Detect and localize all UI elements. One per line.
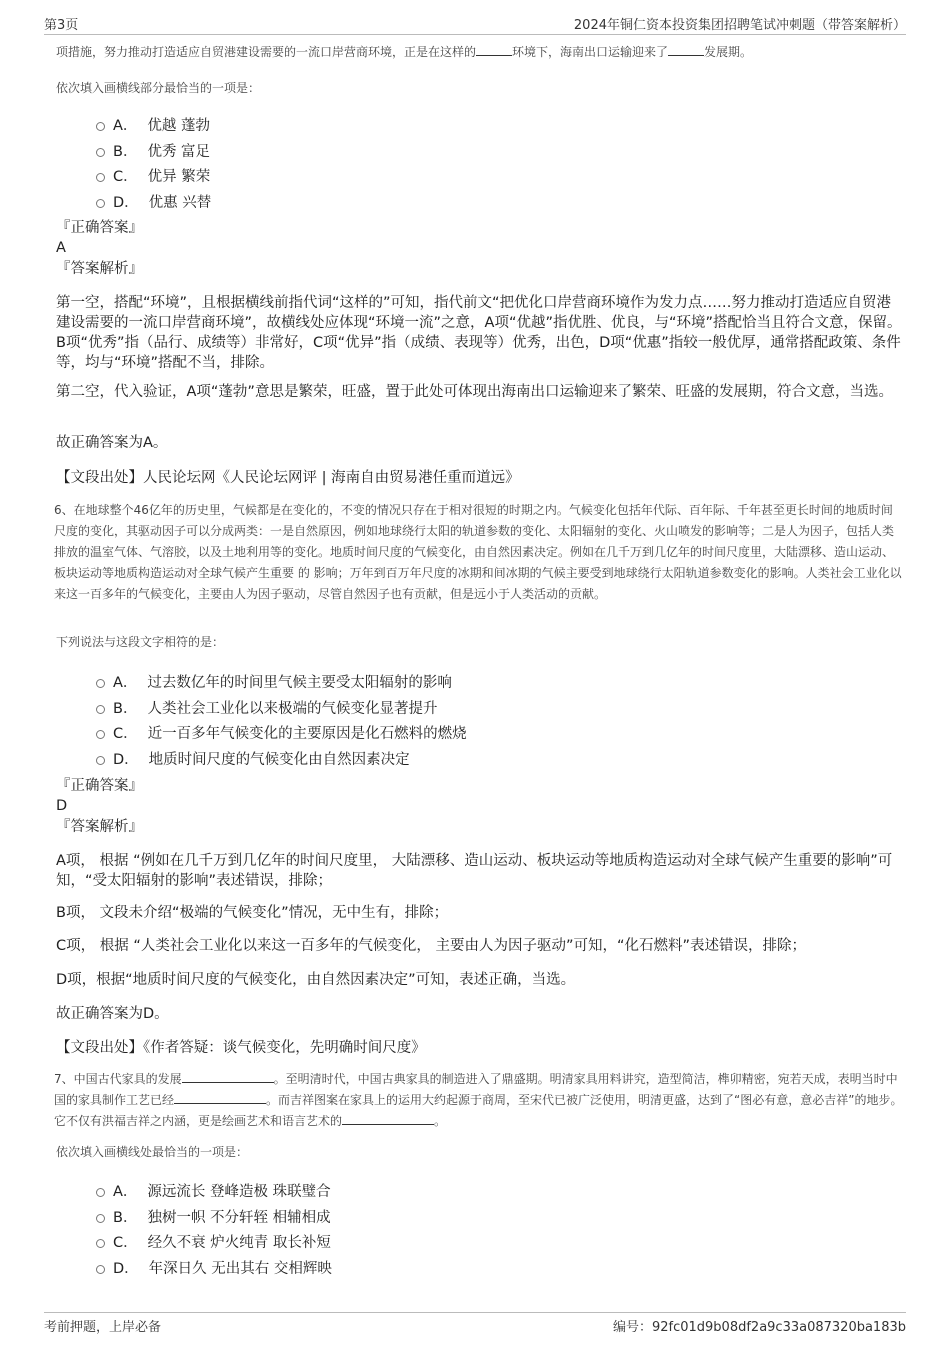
q5-stem-continuation (56, 42, 752, 63)
q5-analysis-paragraph: 第二空，代入验证，A项“蓬勃”意思是繁荣，旺盛，置于此处可体现出海南出口运输迎来了繁荣、旺盛的发展期，符合文意，当选。 (56, 384, 893, 400)
q6-options (96, 669, 467, 771)
radio-icon[interactable] (96, 122, 105, 131)
q5-analysis-paragraph: 第一空，搭配“环境”，且根据横线前指代词“这样的”可知，指代前文“把优化口岸营商环境作为发力点……努力推动打造适应自贸港建设需要的一流口岸营商环境”，故横线处应体现“环境一流”之意，A项“优越”指优胜、优良，与“环境”搭配恰当且符合文意，保留。B项“优秀”指（品行、成绩等）非常好，C项“优异”指（成绩、表现等）优秀，出色，D项“优惠”指较一般优厚，通常搭配政策、条件等，均与“环境”搭配不当，排除。 (56, 295, 902, 371)
option-text: 人类社会工业化以来极端的气候变化显著提升 (147, 700, 438, 717)
option-text: 优越 蓬勃 (147, 118, 211, 135)
option-text: 独树一帜 不分轩轾 相辅相成 (147, 1209, 331, 1226)
footer-slogan: 考前押题，上岸必备 (44, 1319, 162, 1335)
q6-analysis-paragraph: C项， 根据 “人类社会工业化以来这一百多年的气候变化， 主要由人为因子驱动”可知，“化石燃料”表述错误，排除； (56, 938, 806, 954)
option-text: 优秀 富足 (147, 143, 211, 160)
blank-line (342, 1112, 434, 1125)
option-text: 年深日久 无出其右 交相辉映 (148, 1260, 332, 1277)
q7-stem-part: 。而吉祥图案在家具上的运用大约起源于商周，至宋代已被广泛使用，明清更盛，达到了“图必有意，意必吉祥”的地步。它不仅有洪福吉祥之内涵，更是绘画艺术和语言艺术的 (54, 1093, 903, 1128)
option-a[interactable] (96, 1178, 332, 1204)
page-header (44, 14, 906, 35)
radio-icon[interactable] (96, 679, 105, 688)
q5-options (96, 112, 211, 214)
q6-analysis-paragraph: B项， 文段未介绍“极端的气候变化”情况，无中生有，排除； (56, 905, 449, 921)
option-c[interactable] (96, 163, 211, 189)
document-id: 编号：92fc01d9b08df2a9c33a087320ba183b (612, 1319, 906, 1335)
option-c[interactable] (96, 720, 467, 746)
option-a[interactable] (96, 669, 467, 695)
radio-icon[interactable] (96, 148, 105, 157)
option-text: 优异 繁荣 (147, 169, 211, 186)
option-letter: B． (113, 700, 138, 717)
page-footer (44, 1312, 906, 1335)
q6-source: 【文段出处】《作者答疑：谈气候变化，先明确时间尺度》 (56, 1040, 426, 1056)
blank-line (476, 43, 512, 56)
option-letter: A． (113, 675, 138, 692)
option-d[interactable] (96, 746, 467, 772)
q6-answer: D (56, 798, 68, 814)
option-text: 源远流长 登峰造极 珠联璧合 (147, 1184, 331, 1201)
radio-icon[interactable] (96, 1239, 105, 1248)
radio-icon[interactable] (96, 1188, 105, 1197)
radio-icon[interactable] (96, 173, 105, 182)
q6-analysis-label: 『答案解析』 (56, 819, 143, 835)
q6-conclusion: 故正确答案为D。 (56, 1006, 169, 1022)
q5-stem-part: 环境下，海南出口运输迎来了 (512, 45, 669, 59)
q6-analysis-paragraph: D项，根据“地质时间尺度的气候变化，由自然因素决定”可知，表述正确，当选。 (56, 972, 576, 988)
q5-prompt: 依次填入画横线部分最恰当的一项是： (56, 81, 261, 95)
page-number: 第3页 (44, 17, 79, 33)
q7-stem-part: 。至明清时代，中国古典家具的制造进入了鼎盛期。明清家具用料讲究，造型简洁，榫卯精密，宛若天成，表明当时中国的家具制作工艺已经 (54, 1072, 898, 1107)
q6-stem: 6、在地球整个46亿年的历史里，气候都是在变化的，不变的情况只存在于相对很短的时期之内。气候变化包括年代际、百年际、千年甚至更长时间的地质时间尺度的变化，其驱动因子可以分成两类：一是自然原因，例如地球绕行太阳的轨道参数的变化、太阳辐射的变化、火山喷发的影响等；二是人为因子，包括人类排放的温室气体、气溶胶，以及土地利用等的变化。地质时间尺度的气候变化，由自然因素决定。例如在几千万到几亿年的时间尺度里，大陆漂移、造山运动、板块运动等地质构造运动对全球气候产生重要 的 影响；万年到百万年尺度的冰期和间冰期的气候主要受到地球绕行太阳轨道参数变化的影响。人类社会工业化以来这一百多年的气候变化，主要由人为因子驱动，尽管自然因子也有贡献，但是远小于人类活动的贡献。 (54, 503, 902, 601)
option-b[interactable] (96, 138, 211, 164)
q5-answer: A (56, 240, 66, 256)
q5-stem-part: 发展期。 (704, 45, 753, 59)
blank-line (182, 1070, 274, 1083)
option-c[interactable] (96, 1229, 332, 1255)
option-letter: D． (113, 751, 139, 768)
option-text: 过去数亿年的时间里气候主要受太阳辐射的影响 (147, 675, 452, 692)
option-letter: A． (113, 118, 138, 135)
radio-icon[interactable] (96, 705, 105, 714)
option-text: 近一百多年气候变化的主要原因是化石燃料的燃烧 (147, 726, 467, 743)
blank-line (174, 1091, 266, 1104)
q5-conclusion: 故正确答案为A。 (56, 435, 168, 451)
option-letter: A． (113, 1184, 138, 1201)
q7-stem-part: 。 (434, 1114, 447, 1128)
q6-prompt: 下列说法与这段文字相符的是： (56, 635, 225, 649)
option-text: 经久不衰 炉火纯青 取长补短 (147, 1235, 331, 1252)
option-d[interactable] (96, 189, 211, 215)
radio-icon[interactable] (96, 199, 105, 208)
q7-stem (54, 1069, 904, 1132)
q7-prompt: 依次填入画横线处最恰当的一项是： (56, 1145, 249, 1159)
option-letter: D． (113, 1260, 139, 1277)
radio-icon[interactable] (96, 756, 105, 765)
option-a[interactable] (96, 112, 211, 138)
option-letter: C． (113, 1235, 138, 1252)
option-text: 地质时间尺度的气候变化由自然因素决定 (148, 751, 410, 768)
radio-icon[interactable] (96, 1265, 105, 1274)
option-b[interactable] (96, 1204, 332, 1230)
q6-analysis-paragraph: A项， 根据 “例如在几千万到几亿年的时间尺度里， 大陆漂移、造山运动、板块运动等地质构造运动对全球气候产生重要的影响”可知，“受太阳辐射的影响”表述错误，排除； (56, 853, 893, 889)
q5-analysis-label: 『答案解析』 (56, 261, 143, 277)
q6-answer-label: 『正确答案』 (56, 778, 143, 794)
option-letter: D． (113, 194, 139, 211)
document-title: 2024年铜仁资本投资集团招聘笔试冲刺题（带答案解析） (573, 17, 906, 33)
q7-stem-part: 7、中国古代家具的发展 (54, 1072, 182, 1086)
q5-answer-label: 『正确答案』 (56, 220, 143, 236)
option-text: 优惠 兴替 (148, 194, 212, 211)
option-letter: B． (113, 143, 138, 160)
q5-source: 【文段出处】人民论坛网《人民论坛网评 | 海南自由贸易港任重而道远》 (56, 470, 520, 486)
option-letter: C． (113, 169, 138, 186)
radio-icon[interactable] (96, 1214, 105, 1223)
blank-line (668, 43, 704, 56)
q5-stem-part: 项措施，努力推动打造适应自贸港建设需要的一流口岸营商环境，正是在这样的 (56, 45, 477, 59)
option-letter: C． (113, 726, 138, 743)
option-d[interactable] (96, 1255, 332, 1281)
option-letter: B． (113, 1209, 138, 1226)
option-b[interactable] (96, 695, 467, 721)
radio-icon[interactable] (96, 730, 105, 739)
q7-options (96, 1178, 332, 1280)
